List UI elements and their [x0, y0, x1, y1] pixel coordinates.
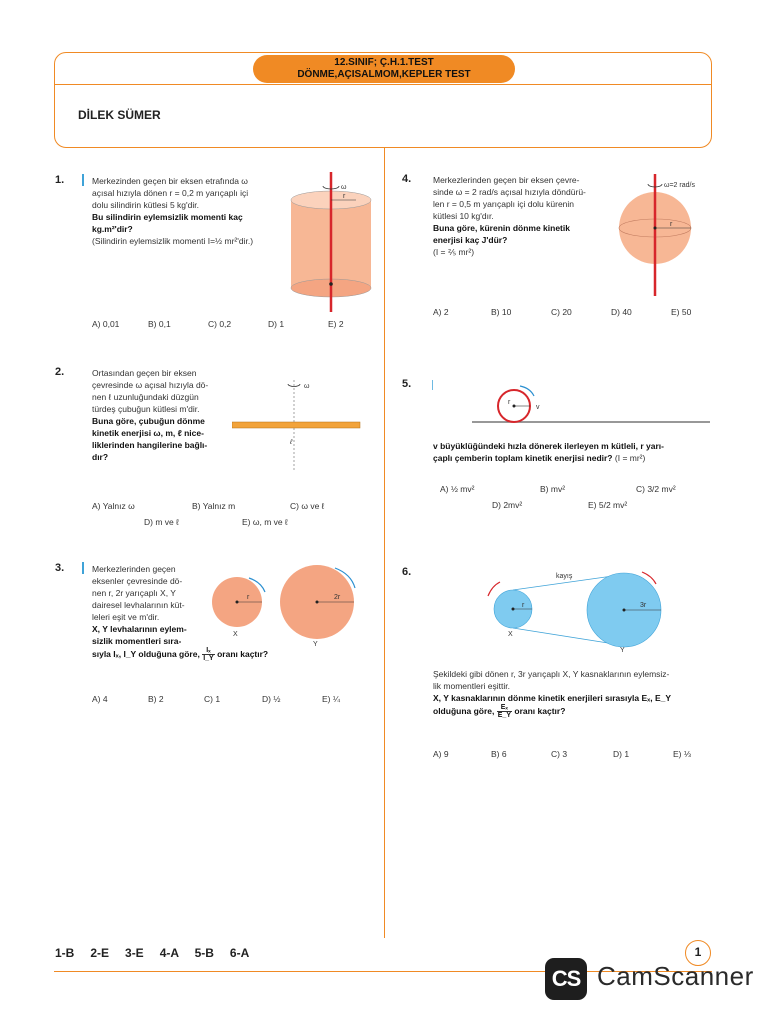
question-2-options: [92, 501, 372, 529]
option-b[interactable]: B) mv²: [540, 484, 566, 494]
radius-label: r: [343, 193, 346, 200]
option-c[interactable]: C) 3: [551, 749, 568, 759]
header-divider: [54, 84, 712, 85]
option-e[interactable]: E) ¼: [322, 694, 340, 704]
option-e[interactable]: E) 2: [328, 319, 344, 329]
svg-text:2r: 2r: [334, 594, 341, 601]
svg-text:X: X: [508, 631, 513, 638]
page-number: 1: [685, 940, 711, 966]
svg-text:r: r: [670, 221, 673, 228]
question-4-options: [433, 307, 708, 319]
question-6-number: 6.: [402, 566, 412, 578]
question-1-number: 1.: [55, 174, 65, 186]
column-divider: [384, 148, 385, 938]
option-a[interactable]: A) 9: [433, 749, 449, 759]
svg-text:Y: Y: [620, 647, 625, 652]
option-d[interactable]: D) ½: [262, 694, 281, 704]
length-label: ℓ: [290, 439, 293, 446]
omega-label: ω=2 rad/s: [664, 182, 695, 189]
option-b[interactable]: B) Yalnız m: [192, 501, 236, 511]
author-name: DİLEK SÜMER: [78, 108, 161, 122]
svg-text:X: X: [233, 631, 238, 638]
camscanner-logo-icon: CS: [545, 958, 587, 1000]
rotation-arrow-icon: [520, 386, 534, 396]
camscanner-watermark: CamScanner: [597, 961, 754, 991]
svg-text:r: r: [508, 399, 511, 406]
option-e[interactable]: E) ⅓: [673, 749, 691, 759]
question-3-text: Merkezlerinden geçen eksenler çevresinde dö- nen r, 2r yarıçaplı X, Y dairesel levhalarının küt- leleri eşit ve m'dir. X, Y levhalarının eylem- sizlik momentleri sıra- sıyla Iₓ, I_Y olduğuna göre, $\frac{\text{Iₓ}}{I\_Y}$ oranı kaçtır?: [92, 564, 269, 662]
question-1-options: [92, 319, 362, 331]
question-6-pulleys-figure: [484, 568, 684, 652]
omega-label: ω: [304, 383, 310, 390]
question-3-number: 3.: [55, 562, 65, 574]
ratio-fraction: $\frac{\text{Eₓ}}{E\_Y}$: [497, 704, 511, 719]
test-title-line2: DÖNME,AÇISALMOM,KEPLER TEST: [297, 69, 471, 80]
svg-text:r: r: [247, 594, 250, 601]
option-c[interactable]: C) 3/2 mv²: [636, 484, 676, 494]
option-c[interactable]: C) 1: [204, 694, 221, 704]
test-title-line1: 12.SINIF; Ç.H.1.TEST: [334, 57, 434, 68]
question-1-text: Merkezinden geçen bir eksen etrafında ω açısal hızıyla dönen r = 0,2 m yarıçaplı içi dolu silindirin kütlesi 5 kg'dir. Bu silindirin eylemsizlik momenti kaç kg.m²'dir? (Silindirin eylemsizlik momenti I=½ mr²'dir.): [92, 176, 254, 246]
question-2-text: Ortasından geçen bir eksen çevresinde ω açısal hızıyla dö- nen ℓ uzunluğundaki düzgün türdeş çubuğun kütlesi m'dir. Buna göre, çubuğun dönme kinetik enerjisi ω, m, ℓ nice- liklerinden hangilerine bağlı- dır?: [92, 368, 209, 462]
option-a[interactable]: A) Yalnız ω: [92, 501, 135, 511]
ratio-fraction: $\frac{\text{Iₓ}}{I\_Y}$: [203, 647, 214, 662]
option-c[interactable]: C) 20: [551, 307, 572, 317]
question-3-marker: [82, 562, 84, 574]
option-c[interactable]: C) 0,2: [208, 319, 232, 329]
option-b[interactable]: B) 2: [148, 694, 164, 704]
svg-text:r: r: [522, 602, 525, 609]
option-b[interactable]: B) 6: [491, 749, 507, 759]
option-d[interactable]: D) 2mv²: [492, 500, 523, 510]
option-a[interactable]: A) ½ mv²: [440, 484, 475, 494]
question-5-hoop-figure: [432, 378, 712, 428]
question-5-text: v büyüklüğündeki hızla dönerek ilerleyen m kütleli, r yarı- çaplı çemberin toplam kinetik enerjisi nedir? (I = mr²): [433, 441, 664, 463]
question-5-number: 5.: [402, 378, 412, 390]
question-5-options: [440, 484, 710, 512]
svg-text:Y: Y: [313, 641, 318, 648]
question-3-disks-figure: [205, 562, 365, 652]
option-c[interactable]: C) ω ve ℓ: [290, 501, 325, 511]
option-d[interactable]: D) 1: [613, 749, 630, 759]
velocity-label: v: [536, 404, 540, 411]
option-b[interactable]: B) 0,1: [148, 319, 171, 329]
question-4-number: 4.: [402, 173, 412, 185]
rotation-arrow-icon: [488, 582, 500, 596]
option-e[interactable]: E) 50: [671, 307, 692, 317]
answer-key: 1-B 2-E 3-E 4-A 5-B 6-A: [55, 946, 250, 960]
option-b[interactable]: B) 10: [491, 307, 512, 317]
question-3-options: [92, 694, 362, 706]
belt-label: kayış: [556, 573, 573, 580]
question-6-text: Şekildeki gibi dönen r, 3r yarıçaplı X, Y kasnaklarının eylemsiz- lik momentleri eşittir. X, Y kasnaklarının dönme kinetik enerjileri sırasıyla Eₓ, E_Y olduğuna göre, $\frac{\text{Eₓ}}{E\_Y}$ oranı kaçtır?: [433, 669, 672, 719]
test-title: [253, 55, 515, 83]
option-d[interactable]: D) m ve ℓ: [144, 517, 179, 527]
svg-text:3r: 3r: [640, 602, 647, 609]
question-4-sphere-figure: [612, 174, 712, 298]
option-a[interactable]: A) 4: [92, 694, 108, 704]
question-2-number: 2.: [55, 366, 65, 378]
option-a[interactable]: A) 2: [433, 307, 449, 317]
question-2-rod-figure: [232, 372, 362, 472]
question-4-text: Merkezlerinden geçen bir eksen çevre- sinde ω = 2 rad/s açısal hızıyla döndürü- len r = 0,5 m yarıçaplı içi dolu kürenin kütlesi 10 kg'dır. Buna göre, kürenin dönme kinetik enerjisi kaç J'dür? (I = ⅖ mr²): [433, 175, 586, 257]
option-d[interactable]: D) 1: [268, 319, 285, 329]
rod: [232, 422, 360, 428]
question-1-cylinder-figure: [282, 172, 382, 312]
question-6-options: [433, 749, 708, 761]
option-d[interactable]: D) 40: [611, 307, 632, 317]
option-a[interactable]: A) 0,01: [92, 319, 120, 329]
option-e[interactable]: E) ω, m ve ℓ: [242, 517, 288, 527]
question-1-marker: [82, 174, 84, 186]
option-e[interactable]: E) 5/2 mv²: [588, 500, 628, 510]
omega-label: ω: [341, 184, 347, 191]
